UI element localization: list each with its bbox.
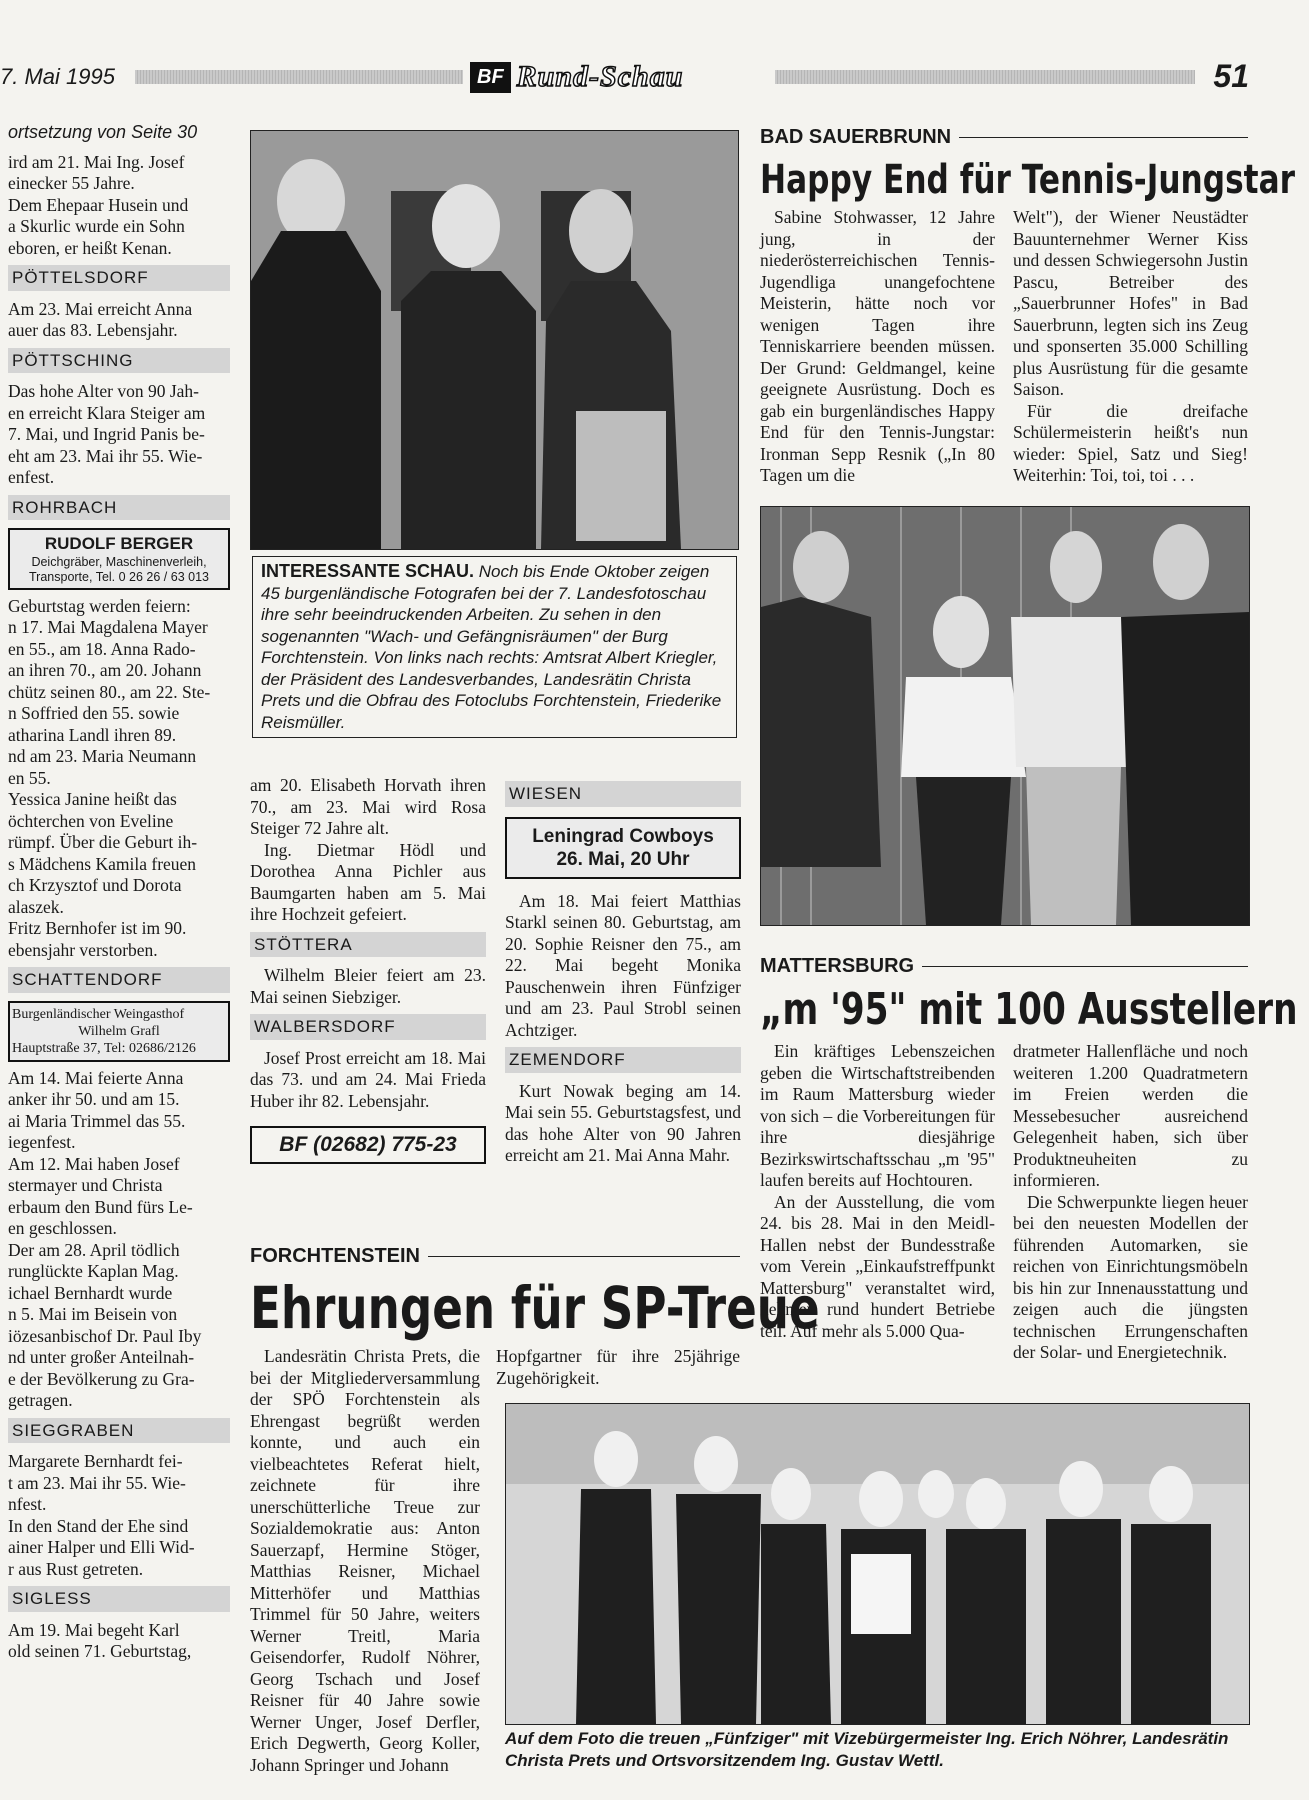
poettsching-text <box>8 381 230 489</box>
text-line: chütz seinen 80., am 22. Ste- <box>8 681 211 702</box>
middle-text-2: Ing. Dietmar Hödl und Dorothea Anna Pichler aus Baumgarten haben am 5. Mai ihre Hochzeit gefeiert. <box>250 839 486 924</box>
text-line: ichael Bernhardt wurde <box>8 1282 173 1303</box>
article-tennis <box>760 126 1296 487</box>
issue-date: 7. Mai 1995 <box>0 64 115 89</box>
section-poettelsdorf: PÖTTELSDORF <box>8 265 230 291</box>
photo-landesfotoschau-caption <box>252 556 737 738</box>
text-line: atharina Landl ihren 89. <box>8 724 177 745</box>
header-rule-left <box>135 70 463 84</box>
zemendorf-text: Kurt Nowak beging am 14. Mai sein 55. Geburtstagsfest, und das hohe Alter von 90 Jahren erreicht am 21. Mai Anna Mahr. <box>505 1080 741 1165</box>
text-line: ebensjahr verstorben. <box>8 939 158 960</box>
forchtenstein-col1: Landesrätin Christa Prets, die bei der Mitgliederversammlung der SPÖ Forchtenstein als Ehrengast begrüßt werden konnte, und auch ein vielbeachtetes Referat hielt, zeichnete für ihre unerschütterliche Treue zur Sozialdemokratie aus: Anton Sauerzapf, Hermine Stöger, Matthias Reisner, Michael Mitterhöfer und Matthias Trimmel für 50 Jahre, weiters Werner Treitl, Maria Geisendorfer, Rudolf Nöhrer, Georg Tschach und Josef Reisner für 40 Jahre sowie Werner Unger, Josef Derfler, Erich Degwerth, Georg Koller, Johann Springer und Johann <box>250 1346 480 1775</box>
mattersburg-col2b: Die Schwerpunkte liegen heuer bei den neuesten Modellen der führenden Automarken, sie reichen von Einrichtungsmöbeln bis hin zur Innenausstattung und zeigen auch die jüngsten technischen Errungenschaften der Solar- und Energietechnik. <box>1013 1191 1248 1362</box>
text-line: Yessica Janine heißt das <box>8 789 177 809</box>
middle-text-1: am 20. Elisabeth Horvath ihren 70., am 23. Mai wird Rosa Steiger 72 Jahre alt. <box>250 775 486 838</box>
ad-line2: Wilhelm Grafl <box>78 1023 160 1039</box>
text-line: alaszek. <box>8 896 64 917</box>
text-line: en 55. <box>8 767 51 788</box>
header-rule-right <box>775 70 1195 84</box>
text-line: In den Stand der Ehe sind <box>8 1515 189 1536</box>
article-mattersburg <box>760 955 1298 1364</box>
schattendorf-text <box>8 1068 230 1412</box>
bf-phone-box: BF (02682) 775-23 <box>250 1126 486 1164</box>
text-line: Margarete Bernhardt fei- <box>8 1451 183 1471</box>
ad-line2: Transporte, Tel. 0 26 26 / 63 013 <box>29 569 209 584</box>
walbersdorf-text: Josef Prost erreicht am 18. Mai das 73. und am 24. Mai Frieda Huber ihr 82. Lebensjahr. <box>250 1047 486 1111</box>
right-middle-column <box>505 775 741 1167</box>
text-line: erbaum den Bund fürs Le- <box>8 1196 193 1217</box>
ad-leningrad-cowboys <box>505 817 741 879</box>
text-line: n Soffried den 55. sowie <box>8 703 180 723</box>
middle-column <box>250 775 486 1164</box>
text-line: Am 19. Mai begeht Karl <box>8 1619 180 1640</box>
text-line: Dem Ehepaar Husein und <box>8 194 189 215</box>
photo-fuenfziger-image <box>506 1404 1249 1724</box>
section-wiesen: WIESEN <box>505 781 741 807</box>
text-line: Am 14. Mai feierte Anna <box>8 1067 184 1088</box>
text-line: runglückte Kaplan Mag. <box>8 1261 179 1281</box>
kicker-forchtenstein: FORCHTENSTEIN <box>250 1245 740 1268</box>
section-schattendorf: SCHATTENDORF <box>8 967 230 993</box>
sigless-text <box>8 1620 230 1663</box>
text-line: ch Krzysztof und Dorota <box>8 875 182 895</box>
text-line: einecker 55 Jahre. <box>8 173 135 193</box>
section-sieggraben: SIEGGRABEN <box>8 1418 230 1444</box>
text-line: en geschlossen. <box>8 1218 117 1238</box>
text-line: Am 12. Mai haben Josef <box>8 1153 180 1174</box>
text-line: Der am 28. April tödlich <box>8 1239 180 1260</box>
kicker-mattersburg: MATTERSBURG <box>760 955 1248 978</box>
text-line: an ihren 70., am 20. Johann <box>8 660 202 680</box>
text-line: r aus Rust getreten. <box>8 1558 144 1579</box>
ad-line3: Hauptstraße 37, Tel: 02686/2126 <box>12 1040 196 1056</box>
page-number: 51 <box>1213 58 1249 94</box>
tennis-col2b: Für die dreifache Schülermeisterin heißt's nun wieder: Spiel, Satz und Sieg! Weiterhin: Toi, toi, toi . . . <box>1013 400 1248 485</box>
rohrbach-text <box>8 596 230 962</box>
section-zemendorf: ZEMENDORF <box>505 1047 741 1073</box>
text-line: n 5. Mai im Beisein von <box>8 1304 178 1324</box>
forchtenstein-col2: Hopfgartner für ihre 25jährige Zugehörigkeit. <box>496 1346 740 1388</box>
text-line: Das hohe Alter von 90 Jah- <box>8 381 200 401</box>
text-line: old seinen 71. Geburtstag, <box>8 1641 192 1661</box>
headline-mattersburg: „m '95" mit 100 Ausstellern <box>760 984 1298 1035</box>
text-line: iözesanbischof Dr. Paul Iby <box>8 1325 202 1346</box>
text-line: Am 23. Mai erreicht Anna <box>8 298 193 319</box>
text-line: s Mädchens Kamila freuen <box>8 853 197 874</box>
ad-rudolf-berger <box>8 528 230 590</box>
text-line: stermayer und Christa <box>8 1175 163 1195</box>
wiesen-text: Am 18. Mai feiert Matthias Starkl seinen 80. Geburtstag, am 20. Sophie Reisner den 75., am 22. Mai begeht Monika Pauschenwein ihren Fünfziger und am 23. Paul Strobl seinen Achtziger. <box>505 890 741 1040</box>
text-line: en 55., am 18. Anna Rado- <box>8 638 196 659</box>
text-line: eht am 23. Mai ihr 55. Wie- <box>8 445 203 466</box>
text-line: nd unter großer Anteilnah- <box>8 1347 195 1367</box>
section-walbersdorf: WALBERSDORF <box>250 1014 486 1040</box>
caption-lead: INTERESSANTE SCHAU. <box>261 561 475 581</box>
text-line: e der Bevölkerung zu Gra- <box>8 1368 195 1389</box>
ad-line2: 26. Mai, 20 Uhr <box>556 848 690 870</box>
text-line: a Skurlic wurde ein Sohn <box>8 216 185 236</box>
mattersburg-col2a: dratmeter Hallenfläche und noch weiteren 1.200 Quadratmetern im Freien werden die Messebesucher ausreichend Gelegenheit haben, sich über Produktneuheiten zu informieren. <box>1013 1041 1248 1190</box>
text-line: getragen. <box>8 1390 73 1410</box>
logo-bf: BF <box>470 62 511 93</box>
text-line: n 17. Mai Magdalena Mayer <box>8 617 208 637</box>
text-line: Fritz Bernhofer ist im 90. <box>8 918 187 938</box>
text-line: öchterchen von Eveline <box>8 810 174 831</box>
section-sigless: SIGLESS <box>8 1586 230 1612</box>
text-line: enfest. <box>8 467 55 487</box>
text-line: ai Maria Trimmel das 55. <box>8 1110 186 1131</box>
mattersburg-col1b: An der Ausstellung, die vom 24. bis 28. Mai in den Meidl-Hallen nebst der Bundesstraße vom Verein „Einkaufstreffpunkt Mattersburg" veranstaltet wird, nehmen rund hundert Betriebe teil. Auf mehr als 5.000 Qua- <box>760 1191 995 1341</box>
section-poettsching: PÖTTSCHING <box>8 348 230 374</box>
text-line: rümpf. Über die Geburt ih- <box>8 832 198 852</box>
caption-text: Noch bis Ende Oktober zeigen 45 burgenländische Fotografen bei der 7. Landesfotoschau ihre sehr beeindruckenden Arbeiten. Zu sehen in den sogenannten "Wach- und Gefängnisräumen" der Burg Forchtenstein. Von links nach rechts: Amtsrat Albert Kriegler, der Präsident des Landesverbandes, Landesrätin Christa Prets und die Obfrau des Fotoclubs Forchtenstein, Friederike Reismüller. <box>261 562 722 732</box>
stoettera-text: Wilhelm Bleier feiert am 23. Mai seinen Siebziger. <box>250 965 486 1007</box>
logo-title: Rund-Schau <box>516 60 684 93</box>
ad-weingasthof <box>8 1001 230 1062</box>
ad-line1: Leningrad Cowboys <box>532 825 714 847</box>
tennis-col2a: Welt"), der Wiener Neustädter Bauunternehmer Werner Kiss und dessen Schwiegersohn Justin Pascu, Betreiber des „Sauerbrunner Hofes" in Bad Sauerbrunn, legten sich ins Zeug und sponserten 35.000 Schilling plus Ausrüstung für die gesamte Saison. <box>1013 207 1248 399</box>
mattersburg-col1a: Ein kräftiges Lebenszeichen geben die Wirtschaftstreibenden im Raum Mattersburg wieder von sich – die Vorbereitungen für ihre diesjährige Bezirkswirtschaftsschau „m '95" laufen bereits auf Hochtouren. <box>760 1041 995 1190</box>
text-line: ainer Halper und Elli Wid- <box>8 1537 195 1557</box>
photo-tennis <box>760 506 1250 926</box>
text-line: 7. Mai, und Ingrid Panis be- <box>8 424 205 444</box>
photo-landesfotoschau <box>250 130 739 550</box>
poettelsdorf-text <box>8 299 230 342</box>
text-line: eboren, er heißt Kenan. <box>8 237 172 258</box>
text-line: nfest. <box>8 1494 47 1514</box>
text-line: t am 23. Mai ihr 55. Wie- <box>8 1472 186 1493</box>
kicker-bad-sauerbrunn: BAD SAUERBRUNN <box>760 126 1248 149</box>
text-line: iegenfest. <box>8 1132 76 1152</box>
section-rohrbach: ROHRBACH <box>8 495 230 521</box>
masthead-logo <box>470 60 683 94</box>
left-column <box>8 122 230 1663</box>
text-line: nd am 23. Maria Neumann <box>8 746 197 766</box>
mattersburg-body <box>760 1041 1248 1364</box>
tennis-col1: Sabine Stohwasser, 12 Jahre jung, in der niederösterreichischen Tennis-Jugendliga unangefochtene Meisterin, hätte noch vor wenigen Tagen ihre Tenniskarriere beenden müssen. Der Grund: Geldmangel, keine geeignete Ausrüstung. Doch es gab ein burgenländisches Happy End für den Tennis-Jungstar: Ironman Sepp Resnik („In 80 Tagen um die <box>760 207 995 485</box>
photo-landesfotoschau-image <box>251 131 738 549</box>
text-line: Geburtstag werden feiern: <box>8 595 191 616</box>
intro-text <box>8 152 230 260</box>
sieggraben-text <box>8 1451 230 1580</box>
headline-forchtenstein: Ehrungen für SP-Treue <box>250 1274 820 1342</box>
section-stoettera: STÖTTERA <box>250 932 486 958</box>
photo-fuenfziger <box>505 1403 1250 1725</box>
text-line: en erreicht Klara Steiger am <box>8 402 206 423</box>
tennis-body <box>760 207 1248 487</box>
text-line: auer das 83. Lebensjahr. <box>8 320 178 340</box>
headline-tennis: Happy End für Tennis-Jungstar <box>760 157 1296 203</box>
ad-line1: Burgenländischer Weingasthof <box>12 1006 185 1022</box>
photo-fuenfziger-caption: Auf dem Foto die treuen „Fünfziger" mit Vizebürgermeister Ing. Erich Nöhrer, Landesrätin Christa Prets und Ortsvorsitzendem Ing. Gustav Wettl. <box>505 1729 1229 1770</box>
text-line: anker ihr 50. und am 15. <box>8 1089 180 1109</box>
ad-name: RUDOLF BERGER <box>44 534 194 553</box>
photo-tennis-image <box>761 507 1249 925</box>
ad-line1: Deichgräber, Maschinenverleih, <box>31 554 207 569</box>
continuation-note: ortsetzung von Seite 30 <box>8 122 198 142</box>
text-line: ird am 21. Mai Ing. Josef <box>8 151 185 172</box>
